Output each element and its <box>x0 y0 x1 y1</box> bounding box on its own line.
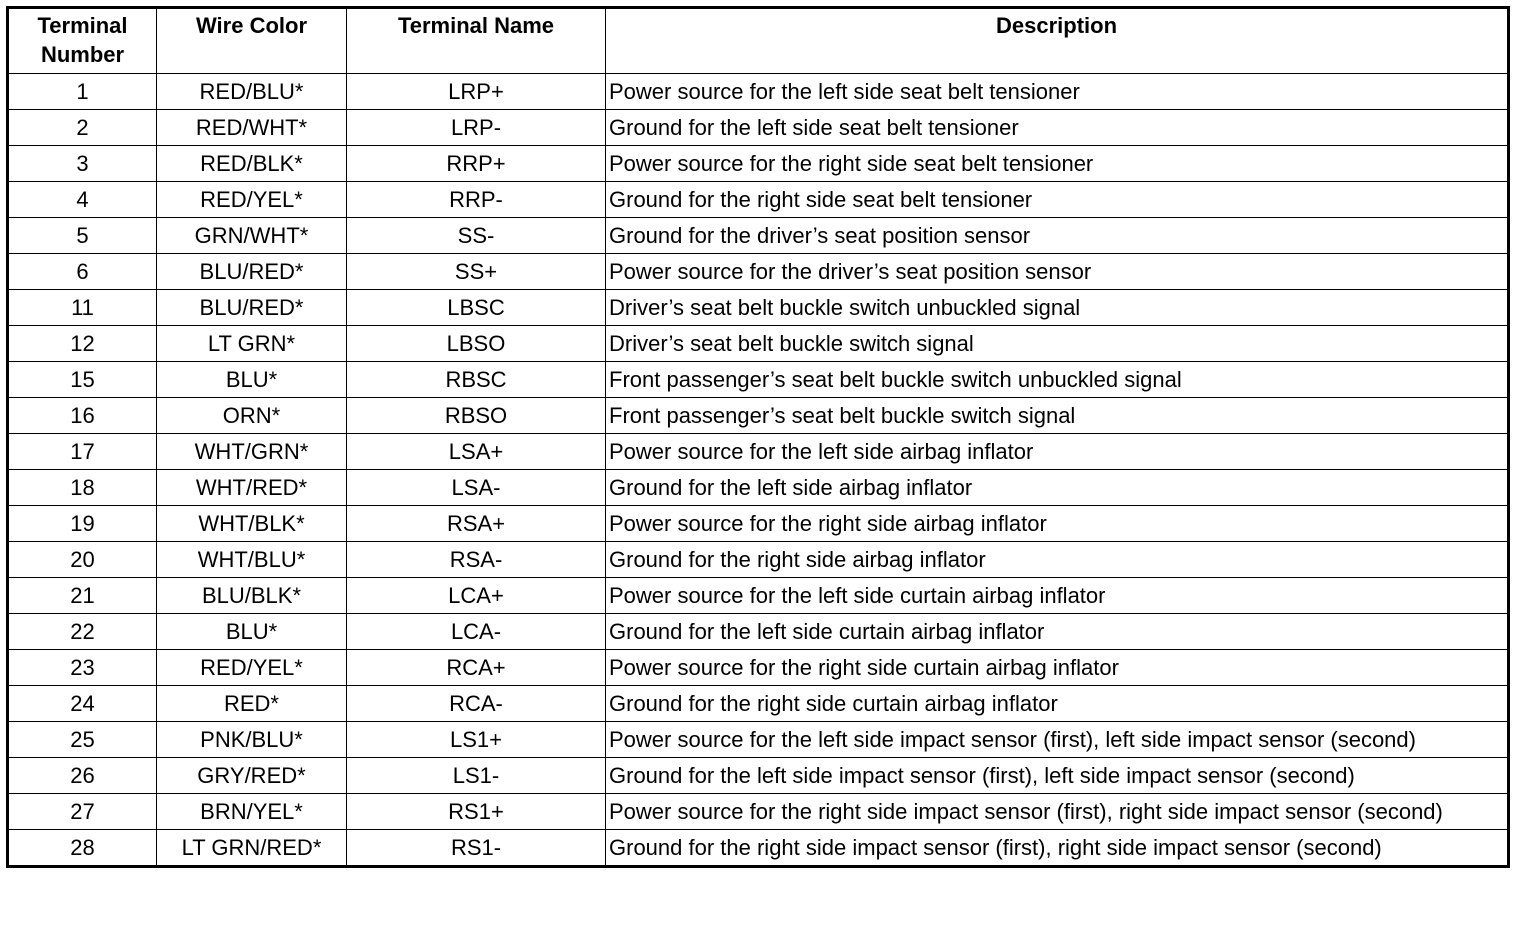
wire-color-cell: RED* <box>157 686 347 722</box>
terminal-name-cell: LCA- <box>347 614 606 650</box>
description-cell: Power source for the left side curtain airbag inflator <box>606 578 1509 614</box>
header-terminal-number: Terminal Number <box>8 8 157 74</box>
terminal-number-cell: 21 <box>8 578 157 614</box>
terminal-name-cell: RSA+ <box>347 506 606 542</box>
wire-color-cell: RED/BLU* <box>157 74 347 110</box>
description-cell: Driver’s seat belt buckle switch signal <box>606 326 1509 362</box>
table-row <box>8 182 1509 218</box>
terminal-name-cell: SS+ <box>347 254 606 290</box>
table-body <box>8 74 1509 867</box>
terminal-name-cell: RRP- <box>347 182 606 218</box>
terminal-name-cell: RS1- <box>347 830 606 867</box>
wire-color-cell: BLU* <box>157 362 347 398</box>
description-cell: Ground for the left side seat belt tensioner <box>606 110 1509 146</box>
table-row <box>8 470 1509 506</box>
table-row <box>8 542 1509 578</box>
table-row <box>8 218 1509 254</box>
wire-color-cell: LT GRN* <box>157 326 347 362</box>
wire-color-cell: WHT/GRN* <box>157 434 347 470</box>
table-header <box>8 8 1509 74</box>
table-row <box>8 434 1509 470</box>
table-row <box>8 398 1509 434</box>
wire-color-cell: GRY/RED* <box>157 758 347 794</box>
description-cell: Ground for the left side impact sensor (first), left side impact sensor (second) <box>606 758 1509 794</box>
terminal-name-cell: LBSC <box>347 290 606 326</box>
table-row <box>8 74 1509 110</box>
terminal-name-cell: SS- <box>347 218 606 254</box>
description-cell: Ground for the right side airbag inflator <box>606 542 1509 578</box>
terminal-number-cell: 6 <box>8 254 157 290</box>
table-row <box>8 686 1509 722</box>
description-cell: Power source for the left side impact sensor (first), left side impact sensor (second) <box>606 722 1509 758</box>
table-row <box>8 290 1509 326</box>
description-cell: Ground for the left side curtain airbag inflator <box>606 614 1509 650</box>
terminal-name-cell: RRP+ <box>347 146 606 182</box>
terminal-name-cell: LS1- <box>347 758 606 794</box>
description-cell: Front passenger’s seat belt buckle switch unbuckled signal <box>606 362 1509 398</box>
terminal-number-cell: 20 <box>8 542 157 578</box>
terminal-number-cell: 11 <box>8 290 157 326</box>
terminal-name-cell: RSA- <box>347 542 606 578</box>
terminal-number-cell: 17 <box>8 434 157 470</box>
table-row <box>8 578 1509 614</box>
header-description: Description <box>606 8 1509 74</box>
terminal-name-cell: LRP+ <box>347 74 606 110</box>
table-row <box>8 758 1509 794</box>
wire-color-cell: BLU/RED* <box>157 254 347 290</box>
terminal-number-cell: 1 <box>8 74 157 110</box>
terminal-number-cell: 3 <box>8 146 157 182</box>
wire-color-cell: PNK/BLU* <box>157 722 347 758</box>
terminal-number-cell: 15 <box>8 362 157 398</box>
wire-color-cell: LT GRN/RED* <box>157 830 347 867</box>
description-cell: Front passenger’s seat belt buckle switch signal <box>606 398 1509 434</box>
terminal-number-cell: 24 <box>8 686 157 722</box>
description-cell: Power source for the driver’s seat position sensor <box>606 254 1509 290</box>
terminal-name-cell: RCA+ <box>347 650 606 686</box>
terminal-name-cell: LBSO <box>347 326 606 362</box>
terminal-number-cell: 22 <box>8 614 157 650</box>
description-cell: Ground for the left side airbag inflator <box>606 470 1509 506</box>
description-cell: Ground for the right side curtain airbag inflator <box>606 686 1509 722</box>
table-row <box>8 506 1509 542</box>
description-cell: Power source for the right side impact sensor (first), right side impact sensor (second) <box>606 794 1509 830</box>
header-row <box>8 8 1509 74</box>
terminal-name-cell: LSA- <box>347 470 606 506</box>
terminal-number-cell: 2 <box>8 110 157 146</box>
wire-color-cell: WHT/BLK* <box>157 506 347 542</box>
terminal-name-cell: RS1+ <box>347 794 606 830</box>
wire-color-cell: BRN/YEL* <box>157 794 347 830</box>
table-row <box>8 254 1509 290</box>
description-cell: Power source for the left side airbag inflator <box>606 434 1509 470</box>
terminal-name-cell: LRP- <box>347 110 606 146</box>
table-row <box>8 146 1509 182</box>
table-row <box>8 794 1509 830</box>
terminal-number-cell: 23 <box>8 650 157 686</box>
wire-color-cell: WHT/RED* <box>157 470 347 506</box>
wire-color-cell: GRN/WHT* <box>157 218 347 254</box>
header-wire-color: Wire Color <box>157 8 347 74</box>
wire-color-cell: BLU/RED* <box>157 290 347 326</box>
terminal-name-cell: RCA- <box>347 686 606 722</box>
terminal-name-cell: LS1+ <box>347 722 606 758</box>
table-row <box>8 110 1509 146</box>
description-cell: Power source for the right side curtain airbag inflator <box>606 650 1509 686</box>
table-row <box>8 722 1509 758</box>
wire-color-cell: BLU/BLK* <box>157 578 347 614</box>
terminal-table <box>6 6 1510 868</box>
description-cell: Ground for the right side impact sensor (first), right side impact sensor (second) <box>606 830 1509 867</box>
terminal-number-cell: 18 <box>8 470 157 506</box>
terminal-number-cell: 28 <box>8 830 157 867</box>
wire-color-cell: RED/BLK* <box>157 146 347 182</box>
description-cell: Power source for the right side seat belt tensioner <box>606 146 1509 182</box>
terminal-number-cell: 27 <box>8 794 157 830</box>
table-row <box>8 614 1509 650</box>
description-cell: Ground for the right side seat belt tensioner <box>606 182 1509 218</box>
wire-color-cell: RED/WHT* <box>157 110 347 146</box>
terminal-number-cell: 19 <box>8 506 157 542</box>
terminal-number-cell: 4 <box>8 182 157 218</box>
wire-color-cell: RED/YEL* <box>157 650 347 686</box>
header-terminal-name: Terminal Name <box>347 8 606 74</box>
wire-color-cell: ORN* <box>157 398 347 434</box>
table-row <box>8 362 1509 398</box>
table-row <box>8 326 1509 362</box>
table-row <box>8 830 1509 867</box>
terminal-number-cell: 16 <box>8 398 157 434</box>
description-cell: Driver’s seat belt buckle switch unbuckled signal <box>606 290 1509 326</box>
terminal-number-cell: 12 <box>8 326 157 362</box>
description-cell: Power source for the right side airbag inflator <box>606 506 1509 542</box>
terminal-number-cell: 26 <box>8 758 157 794</box>
description-cell: Ground for the driver’s seat position sensor <box>606 218 1509 254</box>
table-row <box>8 650 1509 686</box>
terminal-name-cell: RBSO <box>347 398 606 434</box>
wire-color-cell: BLU* <box>157 614 347 650</box>
terminal-name-cell: LSA+ <box>347 434 606 470</box>
terminal-number-cell: 25 <box>8 722 157 758</box>
wire-color-cell: WHT/BLU* <box>157 542 347 578</box>
wire-color-cell: RED/YEL* <box>157 182 347 218</box>
terminal-name-cell: LCA+ <box>347 578 606 614</box>
terminal-name-cell: RBSC <box>347 362 606 398</box>
terminal-number-cell: 5 <box>8 218 157 254</box>
description-cell: Power source for the left side seat belt tensioner <box>606 74 1509 110</box>
